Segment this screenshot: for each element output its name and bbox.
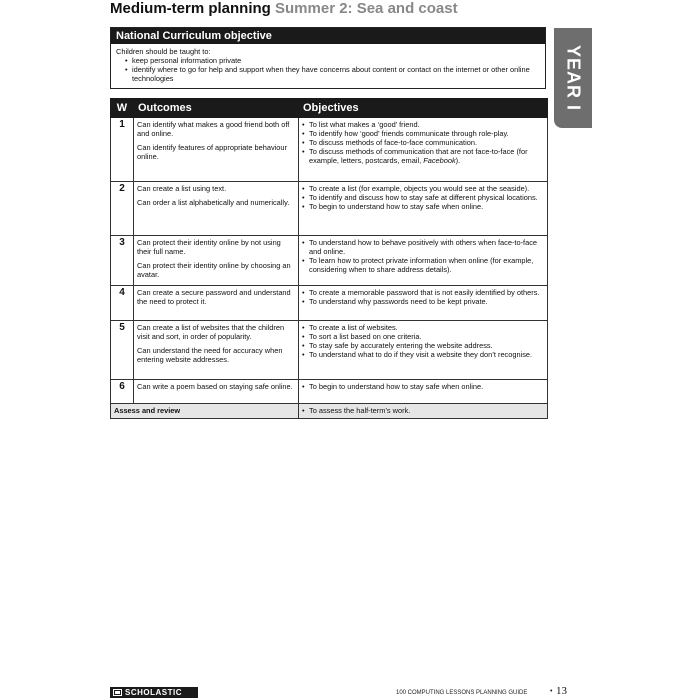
- national-curriculum-heading: National Curriculum objective: [111, 28, 545, 44]
- week-number: 3: [111, 236, 134, 286]
- outcome-text: Can create a list of websites that the children visit and sort, in order of popularity.: [137, 323, 285, 341]
- outcomes-cell: [134, 182, 299, 236]
- objectives-cell: [299, 286, 548, 321]
- week-number: 2: [111, 182, 134, 236]
- assess-objective-cell: [299, 404, 548, 419]
- scholastic-logo-text: SCHOLASTIC: [125, 688, 182, 697]
- objectives-cell: [299, 321, 548, 380]
- table-row: [111, 118, 548, 182]
- column-header-week: W: [111, 99, 134, 118]
- objectives-cell: [299, 236, 548, 286]
- planning-table: [110, 98, 548, 419]
- table-row: [111, 286, 548, 321]
- year-tab-label: YEAR I: [563, 44, 584, 112]
- outcomes-cell: [134, 286, 299, 321]
- national-curriculum-box: [110, 27, 546, 89]
- objective-item: • To begin to understand how to stay safe when online.: [302, 202, 544, 211]
- week-number: 1: [111, 118, 134, 182]
- national-curriculum-list: [116, 56, 540, 83]
- objective-text-end: ).: [455, 156, 461, 165]
- national-curriculum-bullet: • keep personal information private: [126, 56, 540, 65]
- outcome-text: Can identify features of appropriate behaviour online.: [137, 143, 287, 161]
- scholastic-logo-icon: [113, 689, 122, 696]
- objective-item: • To identify and discuss how to stay safe at different physical locations.: [302, 193, 544, 202]
- page-title-main: Medium-term planning: [110, 0, 271, 17]
- assess-label: Assess and review: [111, 404, 299, 419]
- outcome-text: Can create a list using text.: [137, 184, 227, 193]
- table-row: [111, 182, 548, 236]
- table-header-row: [111, 99, 548, 118]
- table-row: [111, 236, 548, 286]
- objective-text: To discuss methods of communication that are not face-to-face (for example, letters, postcards, email,: [309, 147, 528, 165]
- page-number: 13: [556, 685, 567, 697]
- outcome-text: Can protect their identity online by choosing an avatar.: [137, 261, 291, 279]
- objective-item: • To understand how to behave positively with others when face-to-face and online.: [302, 238, 544, 256]
- table-row: [111, 321, 548, 380]
- outcome-text: Can order a list alphabetically and numerically.: [137, 198, 290, 207]
- year-tab: [554, 28, 592, 128]
- objective-italic-text: Facebook: [423, 156, 456, 165]
- table-row: [111, 380, 548, 404]
- outcomes-cell: [134, 321, 299, 380]
- outcomes-cell: [134, 118, 299, 182]
- objective-item: • To create a memorable password that is not easily identified by others.: [302, 288, 544, 297]
- page-title-sub: Summer 2: Sea and coast: [275, 0, 458, 17]
- column-header-outcomes: Outcomes: [134, 99, 299, 118]
- column-header-objectives: Objectives: [299, 99, 548, 118]
- week-number: 4: [111, 286, 134, 321]
- outcome-text: Can identify what makes a good friend both off and online.: [137, 120, 290, 138]
- objective-item: • To create a list (for example, objects you would see at the seaside).: [302, 184, 544, 193]
- objective-item: [302, 147, 544, 165]
- outcome-text: Can write a poem based on staying safe online.: [137, 382, 293, 391]
- footer-separator: •: [550, 688, 553, 695]
- week-number: 6: [111, 380, 134, 404]
- outcome-text: Can protect their identity online by not using their full name.: [137, 238, 281, 256]
- objectives-cell: [299, 182, 548, 236]
- outcomes-cell: [134, 236, 299, 286]
- objective-item: • To understand why passwords need to be kept private.: [302, 297, 544, 306]
- objective-item: • To create a list of websites.: [302, 323, 544, 332]
- outcome-text: Can create a secure password and understand the need to protect it.: [137, 288, 291, 306]
- outcomes-cell: [134, 380, 299, 404]
- national-curriculum-body: [111, 44, 545, 83]
- objective-item: • To understand what to do if they visit a website they don’t recognise.: [302, 350, 544, 359]
- assess-row: [111, 404, 548, 419]
- objective-item: • To learn how to protect private information when online (for example, considering when to share address details).: [302, 256, 544, 274]
- objectives-cell: [299, 118, 548, 182]
- objective-item: • To assess the half-term’s work.: [302, 406, 544, 415]
- objective-item: • To begin to understand how to stay safe when online.: [302, 382, 544, 391]
- page-title: [110, 0, 458, 18]
- objective-item: • To list what makes a ‘good’ friend.: [302, 120, 544, 129]
- outcome-text: Can understand the need for accuracy when entering website addresses.: [137, 346, 283, 364]
- footer-guide-title: 100 COMPUTING LESSONS PLANNING GUIDE: [396, 690, 528, 696]
- national-curriculum-bullet: • identify where to go for help and support when they have concerns about content or contact on the internet or other online technologies: [126, 65, 540, 83]
- scholastic-logo: [110, 687, 198, 698]
- national-curriculum-intro: Children should be taught to:: [116, 47, 211, 56]
- week-number: 5: [111, 321, 134, 380]
- objective-item: • To sort a list based on one criteria.: [302, 332, 544, 341]
- objectives-cell: [299, 380, 548, 404]
- objective-item: • To discuss methods of face-to-face communication.: [302, 138, 544, 147]
- objective-item: • To stay safe by accurately entering the website address.: [302, 341, 544, 350]
- objective-item: • To identify how ‘good’ friends communicate through role-play.: [302, 129, 544, 138]
